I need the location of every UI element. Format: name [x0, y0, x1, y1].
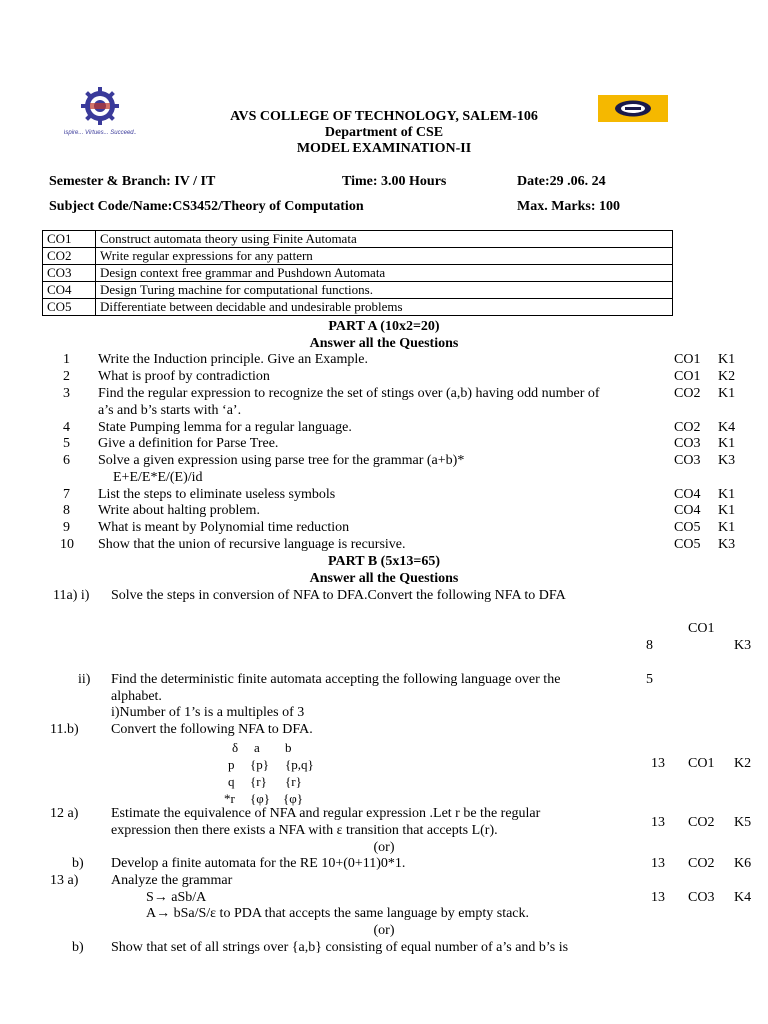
transition-row	[222, 773, 342, 790]
question-co: CO2	[674, 420, 701, 435]
co-code: CO5	[43, 299, 96, 316]
part-a-question	[0, 487, 768, 503]
question-text-line2: alphabet.	[111, 689, 162, 704]
question-k: K1	[718, 386, 736, 401]
question-text: Find the regular expression to recognize the set of stings over (a,b) having odd number of	[98, 386, 600, 401]
transition-cell: δ	[232, 740, 239, 755]
question-label: 11.b)	[50, 722, 79, 737]
part-a-instruction: Answer all the Questions	[309, 336, 459, 351]
question-k: K4	[718, 420, 736, 435]
transition-cell: *r	[224, 791, 235, 806]
part-a-title: PART A (10x2=20)	[328, 319, 440, 334]
co-row	[43, 282, 673, 299]
question-co: CO1	[688, 621, 715, 636]
part-b-title: PART B (5x13=65)	[328, 554, 440, 569]
question-text-line2: expression then there exists a NFA with ε transition that accepts L(r).	[111, 823, 498, 838]
question-label: 13 a)	[50, 873, 79, 888]
co-row	[43, 231, 673, 248]
part-a-question	[0, 453, 768, 469]
question-number: 2	[63, 369, 70, 384]
question-text: Find the deterministic finite automata accepting the following language over the	[111, 672, 561, 687]
transition-row	[222, 790, 342, 807]
question-text: Analyze the grammar	[111, 873, 233, 888]
transition-cell: {r}	[250, 774, 267, 789]
semester-branch: Semester & Branch: IV / IT	[49, 174, 216, 189]
transition-cell: q	[228, 774, 235, 789]
question-label: b)	[72, 940, 84, 955]
question-co: CO2	[674, 386, 701, 401]
question-text: Write the Induction principle. Give an Example.	[98, 352, 369, 367]
question-text: Give a definition for Parse Tree.	[98, 436, 279, 451]
transition-row	[222, 739, 342, 756]
transition-cell: {p,q}	[285, 757, 314, 772]
question-k: K3	[718, 453, 736, 468]
question-co: CO1	[674, 352, 701, 367]
question-k: K1	[718, 503, 736, 518]
question-co: CO4	[674, 487, 701, 502]
part-b-instruction: Answer all the Questions	[309, 571, 459, 586]
transition-cell: p	[228, 757, 235, 772]
nfa-transition-table	[222, 739, 342, 807]
part-a-question	[0, 436, 768, 452]
question-number: 10	[60, 537, 74, 552]
question-text-line2: a’s and b’s starts with ‘a’.	[98, 403, 242, 418]
co-row	[43, 299, 673, 316]
question-number: 1	[63, 352, 70, 367]
part-a-question	[0, 537, 768, 553]
question-text: Solve a given expression using parse tree for the grammar (a+b)*	[98, 453, 465, 468]
question-label: 11a) i)	[53, 588, 90, 603]
part-a-question	[0, 386, 768, 402]
or-separator: (or)	[373, 840, 395, 855]
question-marks: 13	[651, 756, 665, 771]
college-name: AVS COLLEGE OF TECHNOLOGY, SALEM-106	[230, 109, 538, 124]
question-text: Solve the steps in conversion of NFA to DFA.Convert the following NFA to DFA	[111, 588, 566, 603]
question-co: CO3	[674, 436, 701, 451]
question-text: Estimate the equivalence of NFA and regular expression .Let r be the regular	[111, 806, 541, 821]
question-k: K1	[718, 487, 736, 502]
question-number: 7	[63, 487, 70, 502]
or-separator: (or)	[373, 923, 395, 938]
question-text: Write about halting problem.	[98, 503, 260, 518]
grammar-rule: S→ aSb/A	[146, 890, 207, 905]
co-desc: Design Turing machine for computational functions.	[96, 282, 673, 299]
question-number: 9	[63, 520, 70, 535]
question-label: ii)	[78, 672, 91, 687]
question-k: K6	[734, 856, 752, 871]
transition-cell: {p}	[250, 757, 269, 772]
question-text-line3: i)Number of 1’s is a multiples of 3	[111, 705, 305, 720]
part-a-question-continued	[0, 470, 768, 486]
question-k: K3	[718, 537, 736, 552]
question-label: b)	[72, 856, 84, 871]
question-co: CO3	[688, 890, 715, 905]
question-k: K2	[718, 369, 736, 384]
transition-cell: {r}	[285, 774, 302, 789]
part-a-question-continued	[0, 403, 768, 419]
question-k: K5	[734, 815, 752, 830]
co-desc: Write regular expressions for any pattern	[96, 248, 673, 265]
question-text: Develop a finite automata for the RE 10+(0+11)0*1.	[111, 856, 406, 871]
course-outcome-table	[42, 230, 673, 316]
co-desc: Design context free grammar and Pushdown Automata	[96, 265, 673, 282]
question-number: 3	[63, 386, 70, 401]
transition-cell: a	[254, 740, 260, 755]
max-marks: Max. Marks: 100	[517, 199, 621, 214]
question-marks: 13	[651, 890, 665, 905]
co-desc: Differentiate between decidable and undesirable problems	[96, 299, 673, 316]
question-number: 5	[63, 436, 70, 451]
co-code: CO3	[43, 265, 96, 282]
transition-cell: {φ}	[250, 791, 270, 806]
question-k: K3	[734, 638, 752, 653]
question-text: Show that set of all strings over {a,b} consisting of equal number of a’s and b’s is	[111, 940, 569, 955]
question-text-line2: E+E/E*E/(E)/id	[113, 470, 203, 485]
department-name: Department of CSE	[324, 125, 444, 140]
question-k: K1	[718, 520, 736, 535]
question-text: State Pumping lemma for a regular language.	[98, 420, 352, 435]
question-marks: 13	[651, 856, 665, 871]
question-k: K4	[734, 890, 752, 905]
co-code: CO1	[43, 231, 96, 248]
part-a-question	[0, 420, 768, 436]
question-text: Show that the union of recursive language is recursive.	[98, 537, 406, 552]
question-k: K1	[718, 352, 736, 367]
part-a-question	[0, 520, 768, 536]
question-number: 6	[63, 453, 70, 468]
question-text: Convert the following NFA to DFA.	[111, 722, 313, 737]
exam-date: Date:29 .06. 24	[517, 174, 606, 189]
co-row	[43, 248, 673, 265]
question-text: What is meant by Polynomial time reduction	[98, 520, 350, 535]
question-number: 4	[63, 420, 70, 435]
co-code: CO4	[43, 282, 96, 299]
question-co: CO1	[674, 369, 701, 384]
subject-code-name: Subject Code/Name:CS3452/Theory of Computation	[49, 199, 364, 214]
question-co: CO5	[674, 537, 701, 552]
question-number: 8	[63, 503, 70, 518]
question-marks: 5	[646, 672, 653, 687]
logo-motto: Aspire... Virtues... Succeed...	[64, 130, 136, 136]
question-co: CO4	[674, 503, 701, 518]
question-text: List the steps to eliminate useless symbols	[98, 487, 336, 502]
question-marks: 8	[646, 638, 653, 653]
co-code: CO2	[43, 248, 96, 265]
co-row	[43, 265, 673, 282]
transition-row	[222, 756, 342, 773]
part-a-question	[0, 503, 768, 519]
transition-cell: b	[285, 740, 292, 755]
part-a-question	[0, 369, 768, 385]
question-co: CO3	[674, 453, 701, 468]
question-label: 12 a)	[50, 806, 79, 821]
exam-title: MODEL EXAMINATION-II	[296, 141, 472, 156]
question-co: CO2	[688, 856, 715, 871]
question-marks: 13	[651, 815, 665, 830]
transition-cell: {φ}	[283, 791, 303, 806]
question-k: K1	[718, 436, 736, 451]
question-co: CO2	[688, 815, 715, 830]
part-a-question	[0, 352, 768, 368]
question-k: K2	[734, 756, 752, 771]
question-co: CO5	[674, 520, 701, 535]
exam-time: Time: 3.00 Hours	[342, 174, 447, 189]
grammar-rule: A→ bSa/S/ε to PDA that accepts the same language by empty stack.	[146, 906, 530, 921]
question-co: CO1	[688, 756, 715, 771]
co-desc: Construct automata theory using Finite Automata	[96, 231, 673, 248]
question-text: What is proof by contradiction	[98, 369, 270, 384]
